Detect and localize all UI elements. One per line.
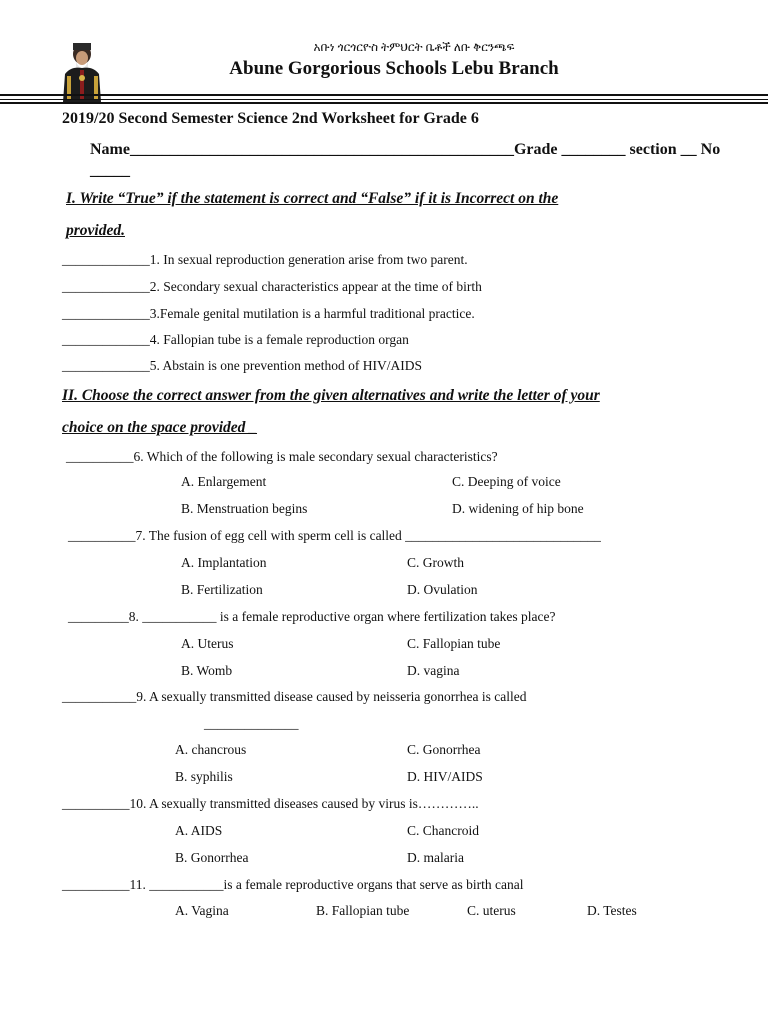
- q7-option-b: B. Fertilization: [181, 582, 263, 597]
- question-7: __________7. The fusion of egg cell with sperm cell is called _____________________________: [68, 528, 601, 543]
- q9-option-a: A. chancrous: [175, 742, 247, 757]
- number-blank: _____: [90, 162, 130, 179]
- q11-option-c: C. uterus: [467, 903, 516, 918]
- q10-option-c: C. Chancroid: [407, 823, 479, 838]
- q9-option-d: D. HIV/AIDS: [407, 769, 483, 784]
- q8-option-c: C. Fallopian tube: [407, 636, 501, 651]
- q11-option-d: D. Testes: [587, 903, 637, 918]
- header-rule-top: [0, 94, 768, 96]
- true-false-item-3: _____________3.Female genital mutilation is a harmful traditional practice.: [62, 306, 475, 321]
- q10-option-b: B. Gonorrhea: [175, 850, 249, 865]
- school-name-amharic: አቡነ ጎርጎርዮስ ትምህርት ቤቶች ለቡ ቅርንጫፍ: [313, 40, 515, 54]
- true-false-item-5: _____________5. Abstain is one prevention method of HIV/AIDS: [62, 358, 422, 373]
- section-1-heading: I. Write “True” if the statement is correct and “False” if it is Incorrect on the: [66, 190, 559, 207]
- section-1-heading-cont: provided.: [66, 222, 125, 239]
- q9-option-b: B. syphilis: [175, 769, 233, 784]
- name-grade-section-line: Name________________________________________________Grade ________ section __ No: [90, 141, 721, 158]
- question-9: ___________9. A sexually transmitted disease caused by neisseria gonorrhea is called: [62, 689, 527, 704]
- true-false-item-4: _____________4. Fallopian tube is a female reproduction organ: [62, 332, 409, 347]
- q9-answer-blank: ______________: [204, 716, 299, 731]
- q7-option-a: A. Implantation: [181, 555, 267, 570]
- q8-option-b: B. Womb: [181, 663, 233, 678]
- school-name: Abune Gorgorious Schools Lebu Branch: [229, 58, 559, 79]
- true-false-item-1: _____________1. In sexual reproduction generation arise from two parent.: [62, 252, 468, 267]
- q11-option-a: A. Vagina: [175, 903, 229, 918]
- q7-option-d: D. Ovulation: [407, 582, 478, 597]
- q9-option-c: C. Gonorrhea: [407, 742, 481, 757]
- q6-option-a: A. Enlargement: [181, 474, 267, 489]
- q11-option-b: B. Fallopian tube: [316, 903, 410, 918]
- q8-option-d: D. vagina: [407, 663, 460, 678]
- header-rule-bottom: [0, 102, 768, 104]
- q6-option-b: B. Menstruation begins: [181, 501, 308, 516]
- question-6: __________6. Which of the following is male secondary sexual characteristics?: [66, 449, 498, 464]
- section-2-heading-cont: choice on the space provided _: [62, 419, 258, 436]
- worksheet-title: 2019/20 Second Semester Science 2nd Worksheet for Grade 6: [62, 110, 479, 127]
- header-rule-middle: [0, 99, 768, 100]
- q7-option-c: C. Growth: [407, 555, 464, 570]
- q6-option-c: C. Deeping of voice: [452, 474, 561, 489]
- q6-option-d: D. widening of hip bone: [452, 501, 584, 516]
- question-10: __________10. A sexually transmitted diseases caused by virus is…………..: [62, 796, 479, 811]
- question-11: __________11. ___________is a female reproductive organs that serve as birth canal: [62, 877, 524, 892]
- q10-option-d: D. malaria: [407, 850, 464, 865]
- question-8: _________8. ___________ is a female reproductive organ where fertilization takes place?: [68, 609, 556, 624]
- section-2-heading: II. Choose the correct answer from the given alternatives and write the letter of your: [62, 387, 600, 404]
- true-false-item-2: _____________2. Secondary sexual characteristics appear at the time of birth: [62, 279, 482, 294]
- q10-option-a: A. AIDS: [175, 823, 223, 838]
- q8-option-a: A. Uterus: [181, 636, 234, 651]
